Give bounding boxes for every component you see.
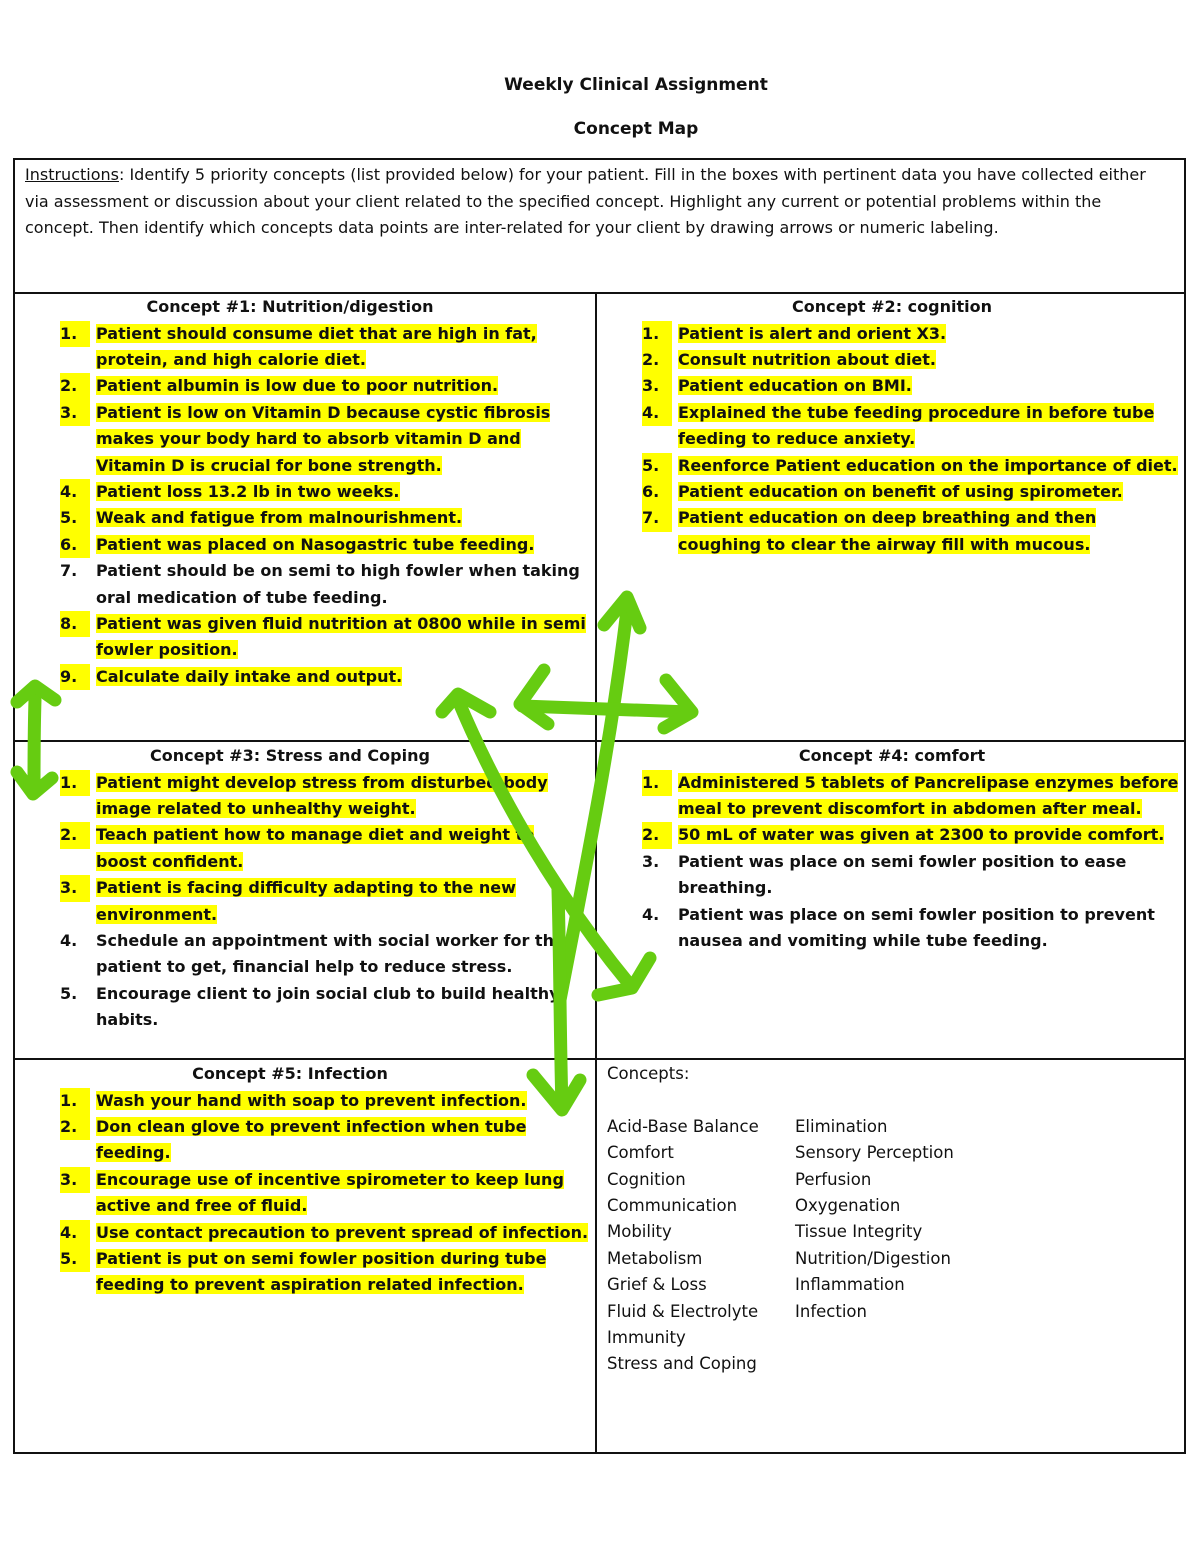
concept-item xyxy=(60,664,590,690)
item-text: Patient education on BMI. xyxy=(678,376,912,396)
concept-list-item: Fluid & Electrolyte xyxy=(607,1301,759,1321)
concept-list-item: Metabolism xyxy=(607,1248,703,1268)
concept-item xyxy=(60,981,590,1034)
item-number: 4. xyxy=(60,479,90,505)
item-text: Patient is put on semi fowler position during tube feeding to prevent aspiration related infection. xyxy=(96,1248,547,1295)
concept-title: Concept #1: Nutrition/digestion xyxy=(146,297,434,316)
concept-item xyxy=(60,558,590,611)
item-number: 6. xyxy=(642,479,672,505)
item-number: 5. xyxy=(60,505,90,531)
concept-list-item: Infection xyxy=(795,1301,867,1321)
item-text: Encourage client to join social club to build healthy habits. xyxy=(96,983,560,1030)
item-text: Weak and fatigue from malnourishment. xyxy=(96,508,463,528)
item-text: Patient albumin is low due to poor nutrition. xyxy=(96,376,499,396)
concept-item xyxy=(642,505,1182,558)
instructions xyxy=(25,162,1165,242)
concept-list-item: Cognition xyxy=(607,1169,686,1189)
concept-items xyxy=(60,321,590,691)
concept-item xyxy=(60,373,590,399)
item-text: Explained the tube feeding procedure in before tube feeding to reduce anxiety. xyxy=(678,402,1155,449)
item-number: 9. xyxy=(60,664,90,690)
concept-item xyxy=(642,453,1182,479)
concept-list-item: Inflammation xyxy=(795,1275,905,1295)
concept-cell-3 xyxy=(60,743,590,1034)
item-text: Patient is low on Vitamin D because cystic fibrosis makes your body hard to absorb vitamin D and Vitamin D is crucial for bone strength. xyxy=(96,402,551,475)
item-number: 4. xyxy=(642,400,672,426)
concept-list-item: Oxygenation xyxy=(795,1195,901,1215)
concept-list-item: Mobility xyxy=(607,1222,672,1242)
item-number: 4. xyxy=(642,904,660,924)
concept-title: Concept #2: cognition xyxy=(792,297,992,316)
instructions-label: Instructions xyxy=(25,165,119,184)
item-number: 3. xyxy=(60,875,90,901)
concept-list xyxy=(607,1061,1167,1378)
concept-title: Concept #5: Infection xyxy=(192,1064,388,1083)
concept-list-item: Comfort xyxy=(607,1143,674,1163)
item-text: Wash your hand with soap to prevent infection. xyxy=(96,1090,527,1110)
item-text: Reenforce Patient education on the importance of diet. xyxy=(678,455,1178,475)
concept-item xyxy=(60,1088,590,1114)
concept-item xyxy=(60,479,590,505)
instructions-text: : Identify 5 priority concepts (list provided below) for your patient. Fill in the boxes with pertinent data you have collected either via assessment or discussion about your client related to the specified concept. Highlight any current or potential problems within the concept. Then identify which concepts data points are inter-related for your client by drawing arrows or numeric labeling. xyxy=(25,165,1146,237)
item-number: 1. xyxy=(60,1088,90,1114)
concept-list-item: Elimination xyxy=(795,1116,888,1136)
document-subtitle: Concept Map xyxy=(573,119,699,139)
concept-item xyxy=(60,400,590,479)
item-number: 7. xyxy=(642,505,672,531)
concept-item xyxy=(642,321,1182,347)
concept-title: Concept #3: Stress and Coping xyxy=(150,746,430,765)
concept-list-item: Immunity xyxy=(607,1327,686,1347)
concept-item xyxy=(642,822,1182,848)
concept-title: Concept #4: comfort xyxy=(798,746,986,765)
concept-item xyxy=(60,1220,590,1246)
concept-item xyxy=(60,611,590,664)
table-column-divider xyxy=(595,292,597,1454)
concept-list-item: Stress and Coping xyxy=(607,1354,757,1374)
concept-item xyxy=(642,849,1182,902)
item-number: 5. xyxy=(642,453,672,479)
concept-item xyxy=(60,875,590,928)
item-number: 2. xyxy=(642,822,672,848)
item-number: 6. xyxy=(60,532,90,558)
concept-cell-4 xyxy=(642,743,1182,954)
document-title: Weekly Clinical Assignment xyxy=(504,75,768,95)
concept-items xyxy=(60,1088,590,1299)
item-number: 4. xyxy=(60,1220,90,1246)
item-number: 5. xyxy=(60,1246,90,1272)
concept-item xyxy=(642,479,1182,505)
concept-list-label: Concepts: xyxy=(607,1064,690,1083)
concept-list-item: Perfusion xyxy=(795,1169,872,1189)
item-text: Calculate daily intake and output. xyxy=(96,666,403,686)
item-text: Patient was placed on Nasogastric tube feeding. xyxy=(96,534,535,554)
item-text: Patient was place on semi fowler position to ease breathing. xyxy=(678,851,1127,898)
table-divider xyxy=(13,740,1186,742)
item-text: Patient loss 13.2 lb in two weeks. xyxy=(96,481,400,501)
item-text: Patient education on deep breathing and then coughing to clear the airway fill with mucous. xyxy=(678,508,1097,554)
concept-items xyxy=(642,770,1182,955)
item-text: Patient was place on semi fowler position to prevent nausea and vomiting while tube feeding. xyxy=(678,904,1155,950)
concept-item xyxy=(642,373,1182,399)
concept-item xyxy=(60,532,590,558)
item-text: Consult nutrition about diet. xyxy=(678,349,936,369)
concept-item xyxy=(60,1114,590,1167)
item-text: Use contact precaution to prevent spread of infection. xyxy=(96,1222,589,1242)
item-number: 1. xyxy=(60,770,90,796)
concept-list-item: Sensory Perception xyxy=(795,1143,954,1163)
item-number: 2. xyxy=(642,347,672,373)
item-text: Patient might develop stress from disturbed body image related to unhealthy weight. xyxy=(96,772,548,818)
item-number: 2. xyxy=(60,373,90,399)
item-text: Encourage use of incentive spirometer to keep lung active and free of fluid. xyxy=(96,1169,564,1216)
concept-item xyxy=(60,1167,590,1220)
concept-list-item: Nutrition/Digestion xyxy=(795,1248,951,1268)
table-divider xyxy=(13,1058,1186,1060)
concept-item xyxy=(60,770,590,823)
item-number: 8. xyxy=(60,611,90,637)
item-number: 3. xyxy=(60,1167,90,1193)
item-text: Administered 5 tablets of Pancrelipase enzymes before meal to prevent discomfort in abdomen after meal. xyxy=(678,772,1179,818)
concept-list-column xyxy=(795,1114,1055,1378)
item-number: 3. xyxy=(60,400,90,426)
item-number: 1. xyxy=(60,321,90,347)
concept-items xyxy=(642,321,1182,559)
item-text: Teach patient how to manage diet and weight to boost confident. xyxy=(96,825,535,871)
concept-item xyxy=(60,321,590,374)
concept-cell-5 xyxy=(60,1061,590,1299)
item-text: Patient is facing difficulty adapting to the new environment. xyxy=(96,878,516,924)
item-text: Schedule an appointment with social worker for the patient to get, financial help to reduce stress. xyxy=(96,930,565,977)
item-number: 5. xyxy=(60,983,78,1003)
concept-item xyxy=(60,505,590,531)
item-text: Patient is alert and orient X3. xyxy=(678,323,947,343)
item-number: 2. xyxy=(60,1114,90,1140)
item-number: 1. xyxy=(642,770,672,796)
item-number: 2. xyxy=(60,822,90,848)
concept-item xyxy=(642,400,1182,453)
concept-list-item: Tissue Integrity xyxy=(795,1222,923,1242)
item-text: Patient should be on semi to high fowler when taking oral medication of tube feeding. xyxy=(96,561,580,607)
concept-list-item: Grief & Loss xyxy=(607,1275,707,1295)
item-number: 4. xyxy=(60,930,78,950)
item-text: 50 mL of water was given at 2300 to provide comfort. xyxy=(678,825,1165,845)
item-text: Patient education on benefit of using spirometer. xyxy=(678,481,1123,501)
item-number: 1. xyxy=(642,321,672,347)
concept-item xyxy=(60,928,590,981)
concept-list-column xyxy=(607,1114,795,1378)
item-text: Patient should consume diet that are high in fat, protein, and high calorie diet. xyxy=(96,323,537,369)
item-text: Patient was given fluid nutrition at 0800 while in semi fowler position. xyxy=(96,613,586,660)
concept-item xyxy=(642,347,1182,373)
item-number: 3. xyxy=(642,373,672,399)
concept-cell-1 xyxy=(60,294,590,690)
concept-item xyxy=(642,902,1182,955)
concept-list-item: Communication xyxy=(607,1195,738,1215)
concept-list-item: Acid-Base Balance xyxy=(607,1116,759,1136)
concept-item xyxy=(642,770,1182,823)
concept-item xyxy=(60,1246,590,1299)
item-number: 7. xyxy=(60,561,78,581)
concept-item xyxy=(60,822,590,875)
concept-cell-2 xyxy=(642,294,1182,558)
item-text: Don clean glove to prevent infection when tube feeding. xyxy=(96,1116,527,1163)
item-number: 3. xyxy=(642,851,660,871)
concept-items xyxy=(60,770,590,1034)
